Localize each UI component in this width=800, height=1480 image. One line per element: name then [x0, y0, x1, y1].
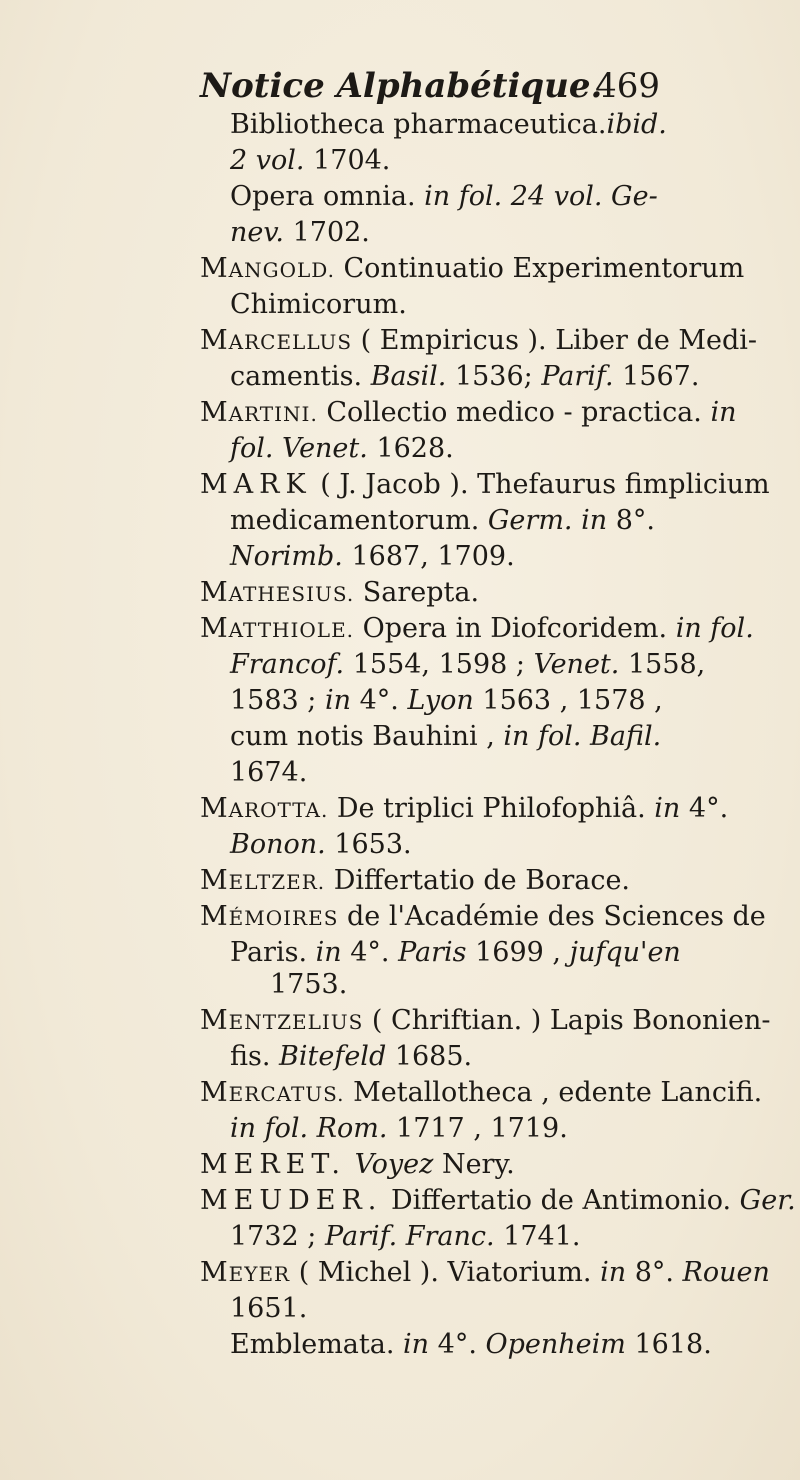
headword: MÉMOIRES [200, 901, 339, 932]
headword: MEYER [200, 1257, 291, 1288]
entry-mathesius: MATHESIUS. Sarepta. [200, 577, 480, 608]
entry-line: 1732 ; Parif. Franc. 1741. [230, 1221, 581, 1252]
entry-line: nev. 1702. [230, 217, 370, 248]
entry-meltzer: MELTZER. Differtatio de Borace. [200, 865, 631, 896]
entry-line: medicamentorum. Germ. in 8°. [230, 505, 655, 536]
entry-line: Paris. in 4°. Paris 1699 , jufqu'en [230, 937, 681, 968]
entry-mentzelius: MENTZELIUS ( Chriftian. ) Lapis Bononien- [200, 1005, 771, 1036]
entry-line: camentis. Basil. 1536; Parif. 1567. [230, 361, 700, 392]
entry-line: Bonon. 1653. [230, 829, 412, 860]
entry-meret: MERET. Voyez Nery. [200, 1149, 515, 1180]
headword: MANGOLD. [200, 253, 335, 284]
entry-meyer: MEYER ( Michel ). Viatorium. in 8°. Rouen [200, 1257, 770, 1288]
entry-line: 2 vol. 1704. [230, 145, 391, 176]
headword: MERCATUS. [200, 1077, 345, 1108]
entry-marotta: MAROTTA. De triplici Philofophiâ. in 4°. [200, 793, 729, 824]
headword: MARTINI. [200, 397, 318, 428]
entry-line: fis. Bitefeld 1685. [230, 1041, 473, 1072]
headword: MEUDER. [200, 1185, 383, 1216]
entry-line: Emblemata. in 4°. Openheim 1618. [230, 1329, 712, 1360]
entry-martini: MARTINI. Collectio medico - practica. in [200, 397, 737, 428]
entry-line: 1651. [230, 1293, 308, 1324]
entry-memoires: MÉMOIRES de l'Académie des Sciences de [200, 901, 766, 932]
headword: MARCELLUS [200, 325, 353, 356]
entry-line: 1674. [230, 757, 308, 788]
entry-mangold: MANGOLD. Continuatio Experimentorum [200, 253, 745, 284]
entry-line: cum notis Bauhini , in fol. Bafil. [230, 721, 662, 752]
entry-line: Chimicorum. [230, 289, 407, 320]
entry-line: 1583 ; in 4°. Lyon 1563 , 1578 , [230, 685, 663, 716]
entry-meuder: MEUDER. Differtatio de Antimonio. Ger. [200, 1185, 796, 1216]
entry-line: Bibliotheca pharmaceutica.ibid. [230, 109, 667, 140]
headword: MAROTTA. [200, 793, 329, 824]
headword: MARK [200, 469, 312, 500]
entry-matthiole: MATTHIOLE. Opera in Diofcoridem. in fol. [200, 613, 754, 644]
running-header [200, 66, 660, 112]
entry-line: 1753. [270, 969, 348, 1000]
entry-mark: MARK ( J. Jacob ). Thefaurus fimplicium [200, 469, 770, 500]
headword: MERET. [200, 1149, 347, 1180]
entry-line: in fol. Rom. 1717 , 1719. [230, 1113, 568, 1144]
headword: MELTZER. [200, 865, 326, 896]
entry-line: Opera omnia. in fol. 24 vol. Ge- [230, 181, 658, 212]
headword: MATTHIOLE. [200, 613, 355, 644]
page-number: 469 [595, 66, 660, 106]
entry-line: fol. Venet. 1628. [230, 433, 454, 464]
entry-line: Norimb. 1687, 1709. [230, 541, 515, 572]
entry-line: Francof. 1554, 1598 ; Venet. 1558, [230, 649, 706, 680]
running-title: Notice Alphabétique. [200, 66, 603, 106]
entry-marcellus: MARCELLUS ( Empiricus ). Liber de Medi- [200, 325, 758, 356]
headword: MATHESIUS. [200, 577, 355, 608]
headword: MENTZELIUS [200, 1005, 364, 1036]
entry-mercatus: MERCATUS. Metallotheca , edente Lancifi. [200, 1077, 763, 1108]
